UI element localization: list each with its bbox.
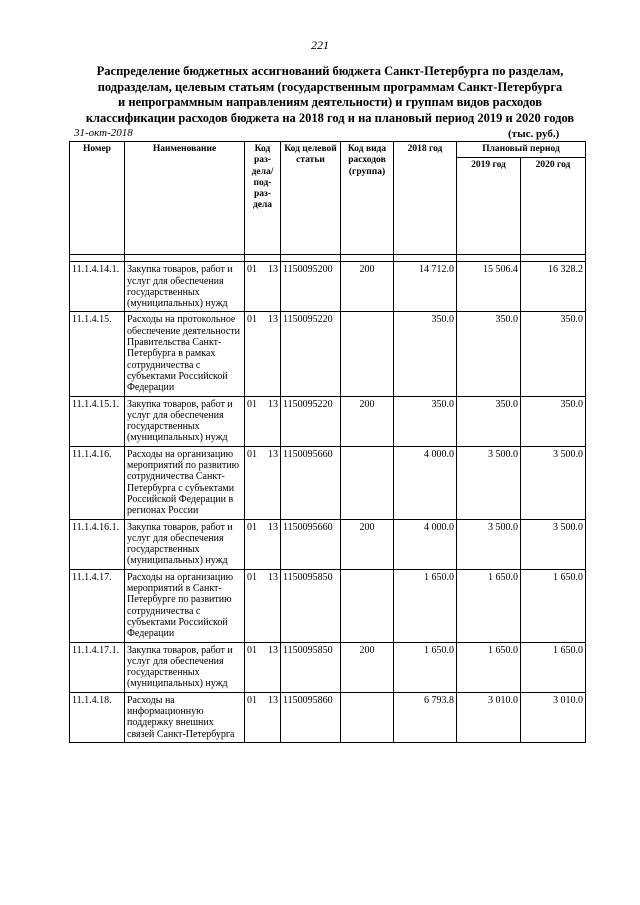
row-section: 01 [247,644,257,656]
row-section-code [245,446,281,519]
title-line: Распределение бюджетных ассигнований бюджета Санкт-Петербурга по разделам, [96,64,564,78]
table-body [70,262,586,743]
row-section-code [245,519,281,569]
header-planned-period: Плановый период [457,142,586,158]
row-2019: 15 506.4 [457,262,521,312]
row-section: 01 [247,398,257,410]
row-2018: 1 650.0 [394,569,457,642]
row-2018: 6 793.8 [394,692,457,742]
row-subsection: 13 [268,448,278,460]
row-section: 01 [247,448,257,460]
row-expense-type [341,692,394,742]
row-name: Закупка товаров, работ и услуг для обеспечения государственных (муниципальных) нужд [125,642,245,692]
row-2020: 3 010.0 [521,692,586,742]
row-expense-type: 200 [341,519,394,569]
row-2019: 1 650.0 [457,642,521,692]
row-section-code [245,569,281,642]
title-line: подразделам, целевым статьям (государственным программам Санкт-Петербурга [97,79,563,94]
document-date: 31-окт-2018 [74,127,133,139]
table-row [70,262,586,312]
row-section: 01 [247,694,257,706]
header-number: Номер [70,142,125,255]
row-number: 11.1.4.16. [70,446,125,519]
row-target-code: 1150095660 [281,519,341,569]
row-subsection: 13 [268,521,278,533]
header-2019: 2019 год [457,158,521,255]
row-section-code [245,312,281,396]
header-2018: 2018 год [394,142,457,255]
table-row [70,642,586,692]
row-number: 11.1.4.18. [70,692,125,742]
row-2020: 350.0 [521,396,586,446]
row-2019: 350.0 [457,312,521,396]
row-2020: 1 650.0 [521,569,586,642]
row-section: 01 [247,314,257,326]
row-subsection: 13 [268,694,278,706]
row-name: Закупка товаров, работ и услуг для обеспечения государственных (муниципальных) нужд [125,396,245,446]
row-target-code: 1150095220 [281,312,341,396]
row-expense-type: 200 [341,396,394,446]
header-target: Код целевой статьи [281,142,341,255]
row-name: Закупка товаров, работ и услуг для обеспечения государственных (муниципальных) нужд [125,519,245,569]
row-section-code [245,262,281,312]
row-2018: 350.0 [394,396,457,446]
table-row [70,312,586,396]
budget-table [69,141,586,743]
table-row [70,396,586,446]
row-section: 01 [247,521,257,533]
row-target-code: 1150095200 [281,262,341,312]
row-expense-type [341,312,394,396]
row-2019: 350.0 [457,396,521,446]
row-expense-type: 200 [341,262,394,312]
row-2018: 4 000.0 [394,519,457,569]
row-number: 11.1.4.15. [70,312,125,396]
row-section-code [245,642,281,692]
row-target-code: 1150095220 [281,396,341,446]
row-subsection: 13 [268,314,278,326]
header-name: Наименование [125,142,245,255]
row-target-code: 1150095660 [281,446,341,519]
row-number: 11.1.4.16.1. [70,519,125,569]
row-name: Закупка товаров, работ и услуг для обеспечения государственных (муниципальных) нужд [125,262,245,312]
row-2019: 3 500.0 [457,519,521,569]
row-target-code: 1150095850 [281,569,341,642]
header-2020: 2020 год [521,158,586,255]
row-section: 01 [247,264,257,276]
row-expense-type [341,446,394,519]
header-section: Код раз-дела/ под-раз-дела [245,142,281,255]
row-number: 11.1.4.17. [70,569,125,642]
table-row [70,569,586,642]
row-2018: 1 650.0 [394,642,457,692]
row-2020: 3 500.0 [521,446,586,519]
row-2019: 1 650.0 [457,569,521,642]
row-2020: 3 500.0 [521,519,586,569]
table-row [70,692,586,742]
row-subsection: 13 [268,264,278,276]
row-2020: 16 328.2 [521,262,586,312]
row-expense-type: 200 [341,642,394,692]
row-2018: 4 000.0 [394,446,457,519]
row-2018: 350.0 [394,312,457,396]
row-name: Расходы на организацию мероприятий в Санкт-Петербурге по развитию сотрудничества с субъектами Российской Федерации [125,569,245,642]
row-section-code [245,396,281,446]
row-subsection: 13 [268,398,278,410]
row-section-code [245,692,281,742]
row-target-code: 1150095850 [281,642,341,692]
table-row [70,446,586,519]
row-expense-type [341,569,394,642]
row-2019: 3 500.0 [457,446,521,519]
row-2020: 350.0 [521,312,586,396]
row-2018: 14 712.0 [394,262,457,312]
page-number: 221 [311,38,329,52]
row-subsection: 13 [268,644,278,656]
title-line: и непрограммным направлениям деятельности) и группам видов расходов [118,95,542,109]
table-row [70,519,586,569]
header-type: Код вида расходов (группа) [341,142,394,255]
document-title [70,64,590,126]
row-section: 01 [247,571,257,583]
row-subsection: 13 [268,571,278,583]
row-number: 11.1.4.15.1. [70,396,125,446]
row-name: Расходы на протокольное обеспечение деятельности Правительства Санкт-Петербурга в рамках сотрудничества с субъектами Российской Федерации [125,312,245,396]
row-2020: 1 650.0 [521,642,586,692]
row-2019: 3 010.0 [457,692,521,742]
unit-label: (тыс. руб.) [508,128,560,140]
row-number: 11.1.4.17.1. [70,642,125,692]
title-line: классификации расходов бюджета на 2018 год и на плановый период 2019 и 2020 годов [85,110,575,125]
row-name: Расходы на информационную поддержку внешних связей Санкт-Петербурга [125,692,245,742]
row-number: 11.1.4.14.1. [70,262,125,312]
row-target-code: 1150095860 [281,692,341,742]
row-name: Расходы на организацию мероприятий по развитию сотрудничества Санкт-Петербурга с субъектами Российской Федерации в регионах России [125,446,245,519]
